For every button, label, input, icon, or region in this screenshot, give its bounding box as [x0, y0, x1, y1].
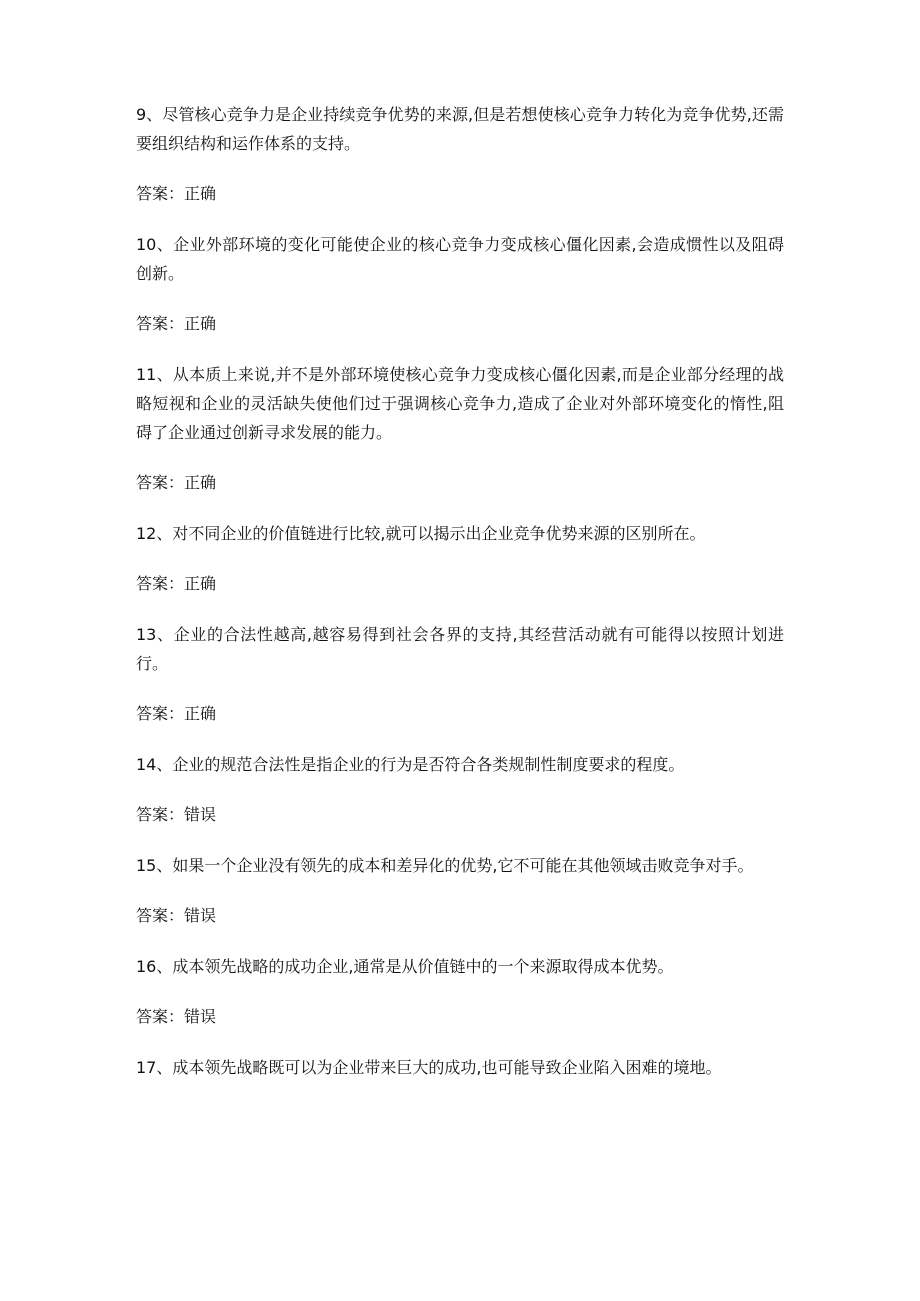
answer-text: 答案：正确	[136, 704, 217, 723]
question-text: 10、企业外部环境的变化可能使企业的核心竞争力变成核心僵化因素,会造成惯性以及阻碍创新。	[136, 235, 784, 283]
question-text: 13、企业的合法性越高,越容易得到社会各界的支持,其经营活动就有可能得以按照计划进行。	[136, 625, 784, 673]
answer-text: 答案：错误	[136, 906, 217, 925]
question-text: 9、尽管核心竞争力是企业持续竞争优势的来源,但是若想使核心竞争力转化为竞争优势,还需要组织结构和运作体系的支持。	[136, 105, 784, 153]
list-item	[136, 1053, 784, 1082]
list-item	[136, 360, 784, 497]
question-text: 15、如果一个企业没有领先的成本和差异化的优势,它不可能在其他领域击败竞争对手。	[136, 856, 754, 875]
list-item	[136, 851, 784, 930]
list-item	[136, 620, 784, 728]
list-item	[136, 519, 784, 598]
question-text: 16、成本领先战略的成功企业,通常是从价值链中的一个来源取得成本优势。	[136, 957, 674, 976]
list-item	[136, 750, 784, 829]
question-list	[136, 100, 784, 1082]
question-text: 14、企业的规范合法性是指企业的行为是否符合各类规制性制度要求的程度。	[136, 755, 685, 774]
answer-text: 答案：正确	[136, 184, 217, 203]
answer-text: 答案：错误	[136, 1007, 217, 1026]
answer-text: 答案：正确	[136, 574, 217, 593]
answer-text: 答案：错误	[136, 805, 217, 824]
answer-text: 答案：正确	[136, 314, 217, 333]
question-text: 12、对不同企业的价值链进行比较,就可以揭示出企业竞争优势来源的区别所在。	[136, 524, 706, 543]
question-text: 17、成本领先战略既可以为企业带来巨大的成功,也可能导致企业陷入困难的境地。	[136, 1058, 722, 1077]
list-item	[136, 100, 784, 208]
list-item	[136, 230, 784, 338]
question-text: 11、从本质上来说,并不是外部环境使核心竞争力变成核心僵化因素,而是企业部分经理的战略短视和企业的灵活缺失使他们过于强调核心竞争力,造成了企业对外部环境变化的惰性,阻碍了企业通过创新寻求发展的能力。	[136, 365, 784, 442]
answer-text: 答案：正确	[136, 473, 217, 492]
list-item	[136, 952, 784, 1031]
